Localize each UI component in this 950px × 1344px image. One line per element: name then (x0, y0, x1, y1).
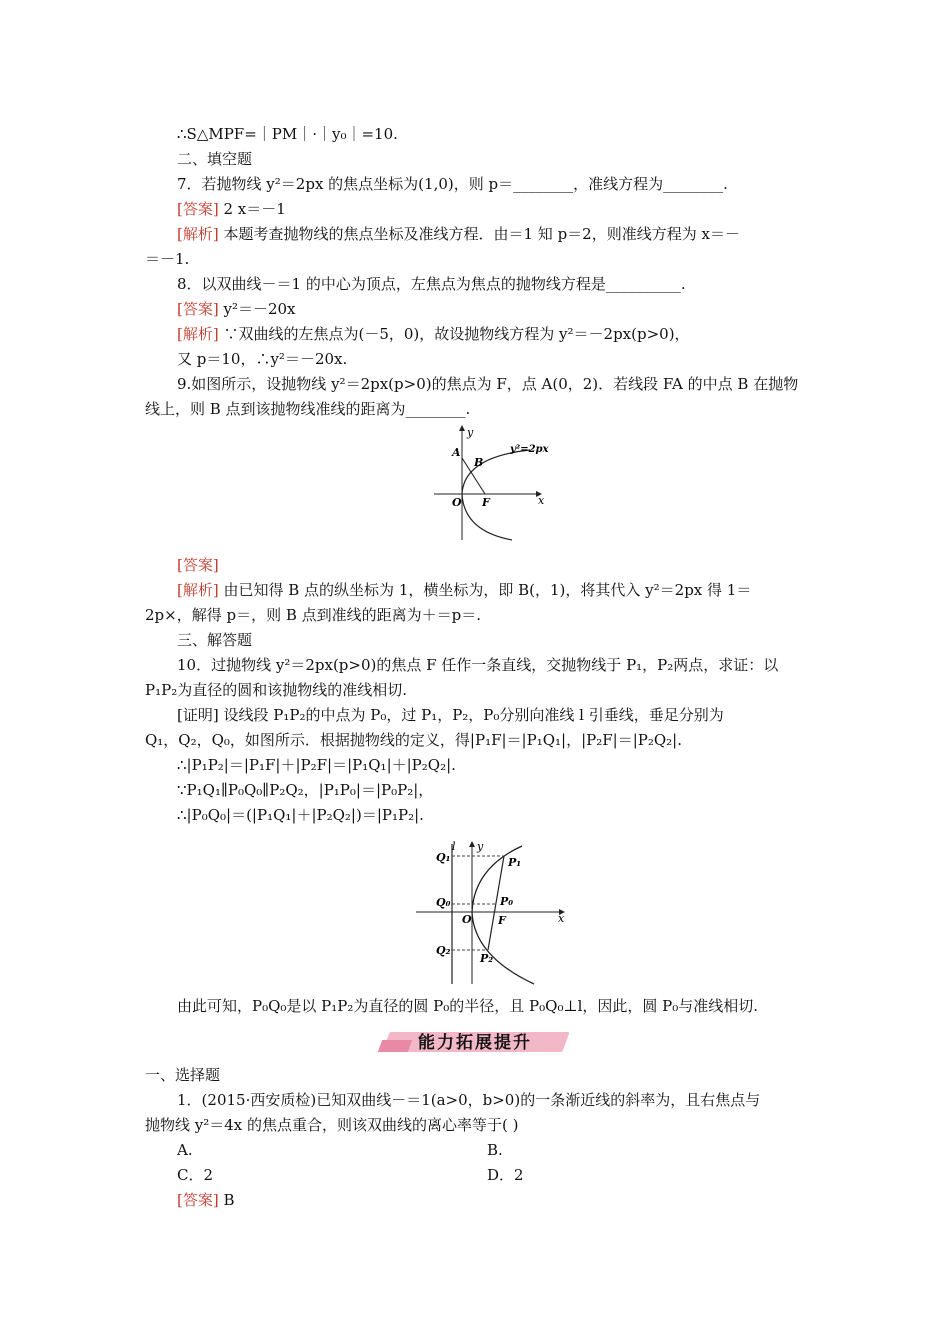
point-b-label: B (474, 456, 484, 469)
p2-label: P₂ (480, 952, 494, 965)
text-line: 抛物线 y²＝4x 的焦点重合，则该双曲线的离心率等于( ) (145, 1116, 519, 1134)
point-a-label: A (452, 446, 461, 459)
p0-label: P₀ (500, 895, 514, 908)
analysis-line: [解析] 本题考查抛物线的焦点坐标及准线方程．由＝1 知 p＝2，则准线方程为 x＝－ (177, 225, 740, 243)
text-line: ∵P₁Q₁∥P₀Q₀∥P₂Q₂，|P₁P₀|＝|P₀P₂|， (177, 781, 434, 799)
parabola-figure-1 (430, 422, 560, 544)
text-line: ∴|P₁P₂|＝|P₁F|＋|P₂F|＝|P₁Q₁|＋|P₂Q₂|. (177, 756, 456, 774)
conclusion-line: 由此可知，P₀Q₀是以 P₁P₂为直径的圆 P₀的半径，且 P₀Q₀⊥l，因此，圆 P₀与准线相切. (177, 997, 759, 1015)
option-c: C．2 (177, 1166, 214, 1184)
section-heading: 二、填空题 (177, 150, 253, 168)
text-line: P₁P₂为直径的圆和该抛物线的准线相切. (145, 681, 407, 699)
text-line: ∴|P₀Q₀|＝(|P₁Q₁|＋|P₂Q₂|)＝|P₁P₂|. (177, 806, 424, 824)
y-axis-label: y (467, 426, 474, 439)
banner-title: 能力拓展提升 (418, 1033, 532, 1053)
section-banner (380, 1026, 570, 1054)
option-a: A. (177, 1141, 193, 1159)
analysis-line: [解析] ∵双曲线的左焦点为(－5，0)，故设抛物线方程为 y²＝－2px(p>0)， (177, 325, 690, 343)
p1-label: P₁ (508, 856, 522, 869)
text-line: 线上，则 B 点到该抛物线准线的距离为________. (145, 400, 471, 418)
focus-label: F (482, 496, 490, 509)
section-heading: 三、解答题 (177, 631, 253, 649)
question-8: 8．以双曲线－＝1 的中心为顶点，左焦点为焦点的抛物线方程是__________. (177, 275, 686, 293)
x-axis-label: x (558, 912, 565, 925)
x-axis-label: x (538, 494, 545, 507)
text-line: ＝－1. (145, 250, 190, 268)
option-b: B. (487, 1141, 503, 1159)
text-line: 又 p＝10，∴y²＝－20x. (177, 350, 348, 368)
answer-line: [答案] y²＝－20x (177, 300, 296, 318)
proof-line: [证明] 设线段 P₁P₂的中点为 P₀，过 P₁，P₂，P₀分别向准线 l 引垂线，垂足分别为 (177, 706, 724, 724)
question-10: 10．过抛物线 y²＝2px(p>0)的焦点 F 任作一条直线，交抛物线于 P₁，P₂两点，求证：以 (177, 656, 779, 674)
q2-label: Q₂ (436, 944, 451, 957)
question-1: 1．(2015·西安质检)已知双曲线－＝1(a>0，b>0)的一条渐近线的斜率为，且右焦点与 (177, 1091, 761, 1109)
parabola-figure-2 (412, 838, 572, 986)
origin-label: O (462, 913, 472, 926)
text-line: ∴S△MPF=｜PM｜·｜y₀｜=10. (177, 125, 398, 143)
origin-label: O (452, 496, 462, 509)
answer-line: [答案] B (177, 1191, 235, 1209)
answer-line: [答案] (177, 556, 219, 574)
q1-label: Q₁ (436, 851, 451, 864)
analysis-line: [解析] 由已知得 B 点的纵坐标为 1，横坐标为，即 B(，1)，将其代入 y²＝2px 得 1＝ (177, 581, 752, 599)
question-7: 7．若抛物线 y²＝2px 的焦点坐标为(1,0)，则 p＝________，准线方程为________. (177, 175, 728, 193)
y-axis-label: y (477, 840, 484, 853)
text-line: 2p×，解得 p＝，则 B 点到准线的距离为＋＝p＝. (145, 606, 482, 624)
directrix-label: l (452, 840, 456, 853)
text-line: Q₁，Q₂，Q₀，如图所示．根据抛物线的定义，得|P₁F|＝|P₁Q₁|，|P₂F|＝|P₂Q₂|. (145, 731, 682, 749)
focus-label: F (498, 914, 506, 927)
question-9: 9.如图所示，设抛物线 y²＝2px(p>0)的焦点为 F，点 A(0，2)．若线段 FA 的中点 B 在抛物 (177, 375, 799, 393)
option-d: D．2 (487, 1166, 524, 1184)
section-heading: 一、选择题 (145, 1066, 221, 1084)
answer-line: [答案] 2 x＝－1 (177, 200, 286, 218)
curve-equation-label: y²=2px (510, 444, 549, 455)
q0-label: Q₀ (436, 896, 451, 909)
